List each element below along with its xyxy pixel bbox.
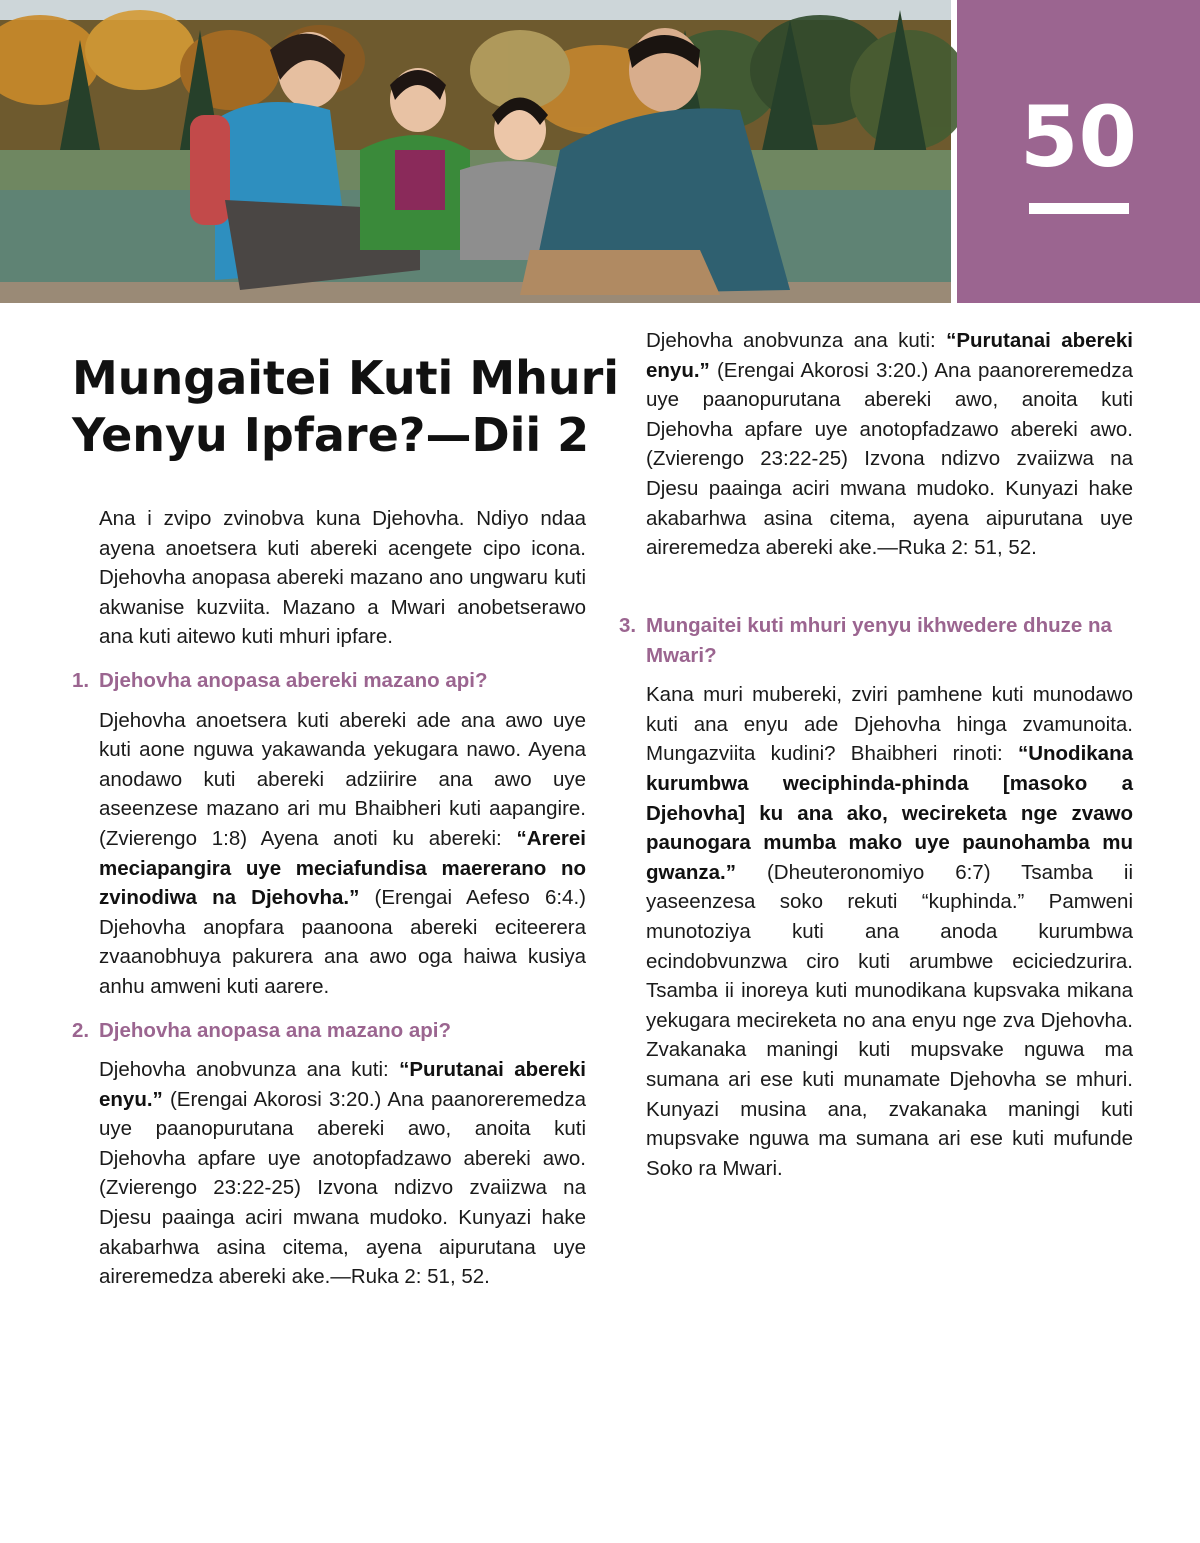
question-1-number: 1. — [72, 668, 90, 692]
question-3-number: 3. — [619, 614, 637, 637]
answer-1-quote: “Arerei meciapangira uye meciafundisa maererano no zvinodiwa na Djehovha.” — [99, 826, 586, 910]
answer-2-continued-quote: “Purutanai abereki enyu.” — [646, 329, 1133, 382]
answer-1-text-b: (Erengai Aefeso 6:4.) Djehovha anopfara paanoona abereki eciteerera zvaanobhuya pakurera ana awo oga haiwa kusiya anhu amweni kuti aarere. — [99, 886, 586, 998]
answer-2-text-b: (Erengai Akorosi 3:20.) Ana paanoreremedza uye paanopurutana abereki awo, anoita kuti Djehovha apfare uye anotopfadzawo abereki awo. (Zvierengo 23:22-25) Izvona ndizvo zvaiizwa na Djesu paainga aciri mwana mudoko. Kunyazi hake akabarhwa asina citema, ayena aipurutana uye aireremedza abereki ake.—Ruka 2: 51, 52. — [99, 1087, 586, 1289]
left-column — [72, 504, 586, 1289]
answer-3-text-b: (Dheuteronomiyo 6:7) Tsamba ii yaseenzesa soko rekuti “kuphinda.” Pamweni munotoziya kuti ana anoda kurumbwa ecindobvunzwa ciro kuti arumbwe eciciedzurira. Tsamba ii inoreya kuti munodikana kupsvaka mikana yekugara mecireketa no ana enyu nge zva Djehovha. Zvakanaka maningi kuti mupsvake nguwa ma sumana ari ese kuti munamate Djehovha se mhuri. Kunyazi musina ana, zvakanaka maningi kuti mupsvake nguwa ma sumana ari ese kuti mufunde Soko ra Mwari. — [646, 860, 1133, 1180]
answer-3-paragraph — [619, 680, 1133, 1183]
answer-1-paragraph — [72, 706, 586, 1002]
answer-1-text-a: Djehovha anoetsera kuti abereki ade ana awo uye kuti aone nguwa yakawanda yekugara nawo. Ayena anodawo kuti abereki adziirire ana awo uye aseenzese mazano ari mu Bhaibheri kuti aapangire. (Zvierengo 1:8) Ayena anoti ku abereki: — [99, 708, 586, 850]
question-2-text: Djehovha anopasa ana mazano api? — [99, 1018, 452, 1042]
answer-2-quote: “Purutanai abereki enyu.” — [99, 1058, 586, 1111]
answer-3-quote: “Unodikana kurumbwa weciphinda-phinda [masoko a Djehovha] ku ana ako, wecireketa nge zvawo paunogara mumba mako uye paunohamba mu gwanza.” — [646, 742, 1133, 884]
header-photo — [0, 0, 951, 303]
answer-2-paragraph — [72, 1055, 586, 1289]
question-1-heading — [72, 666, 586, 696]
answer-2-continued-text-a: Djehovha anobvunza ana kuti: — [646, 329, 947, 352]
lesson-number-badge — [957, 0, 1200, 303]
answer-2-continuation — [619, 326, 1133, 563]
family-photo-illustration — [0, 0, 951, 303]
answer-2-continued-text-b: (Erengai Akorosi 3:20.) Ana paanoreremedza uye paanopurutana abereki awo, anoita kuti Djehovha apfare uye anotopfadzawo abereki awo. (Zvierengo 23:22-25) Izvona ndizvo zvaiizwa na Djesu paainga aciri mwana mudoko. Kunyazi hake akabarhwa asina citema, ayena aipurutana uye aireremedza abereki ake.—Ruka 2: 51, 52. — [646, 358, 1133, 560]
question-2-number: 2. — [72, 1018, 90, 1042]
question-3-text: Mungaitei kuti mhuri yenyu ikhwedere dhuze na Mwari? — [646, 614, 1112, 667]
right-column — [619, 329, 1133, 1183]
answer-2-text-a: Djehovha anobvunza ana kuti: — [99, 1058, 400, 1082]
answer-3-text-a: Kana muri mubereki, zviri pamhene kuti munodawo kuti ana enyu ade Djehovha hinga zvamunoita. Mungazviita kudini? Bhaibheri rinoti: — [646, 683, 1133, 766]
question-3-heading — [619, 611, 1133, 670]
badge-underline — [1029, 203, 1129, 214]
page-title: Mungaitei Kuti Mhuri Yenyu Ipfare?—Dii 2 — [72, 351, 620, 462]
question-2-heading — [72, 1016, 586, 1046]
answer-2-continuation-window — [619, 329, 1133, 593]
lesson-number: 50 — [1020, 88, 1137, 186]
question-1-text: Djehovha anopasa abereki mazano api? — [99, 668, 488, 692]
intro-paragraph: Ana i zvipo zvinobva kuna Djehovha. Ndiyo ndaa ayena anoetsera kuti abereki acengete cipo icona. Djehovha anopasa abereki mazano ano ungwaru kuti akwanise kuzviita. Mazano a Mwari anobetserawo ana kuti aitewo kuti mhuri ipfare. — [99, 507, 586, 649]
